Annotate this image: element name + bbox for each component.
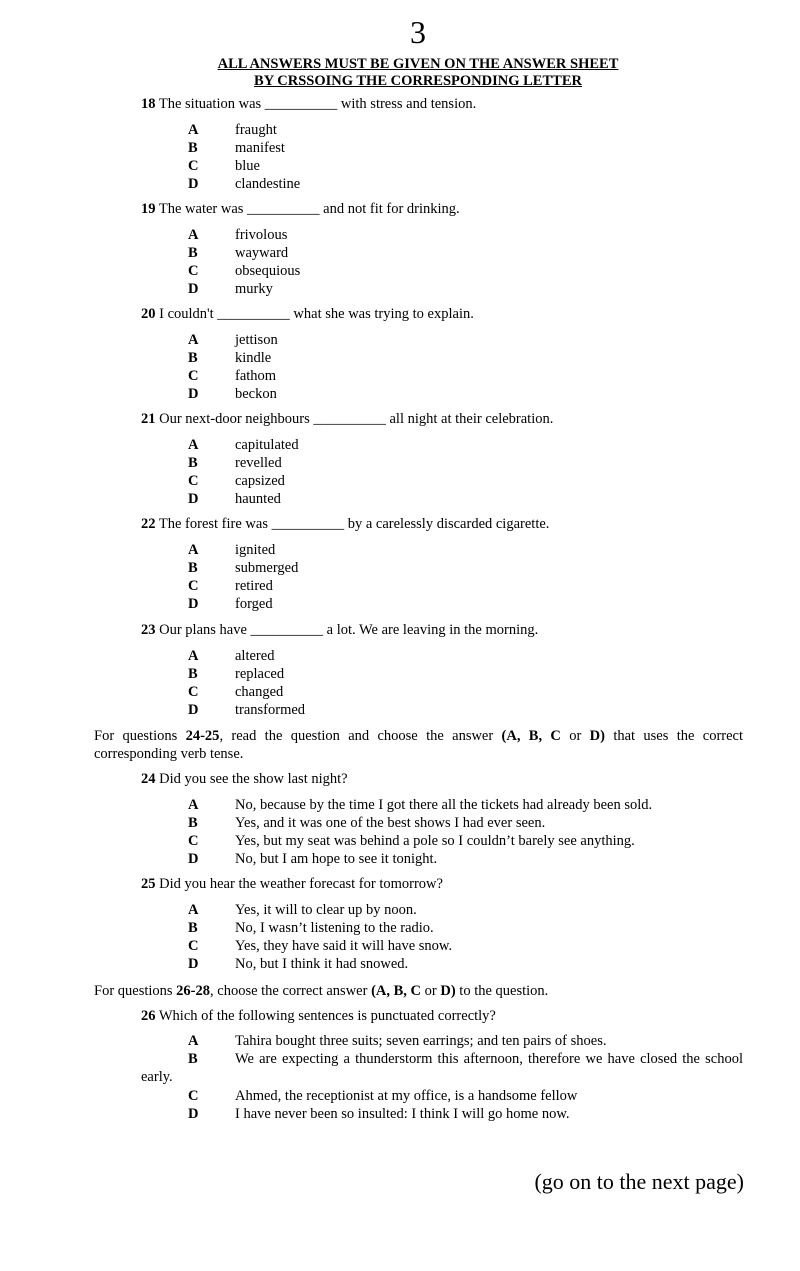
option-letter: A (188, 437, 199, 453)
answer-letters: (A, B, C (501, 728, 561, 744)
option-letter: B (188, 920, 198, 936)
question-text: Our plans have __________ a lot. We are leaving in the morning. (155, 622, 539, 638)
option-letter: A (188, 542, 199, 558)
option-text: No, but I think it had snowed. (235, 956, 409, 972)
question-19 (141, 201, 460, 218)
question-23 (141, 622, 538, 639)
option-letter: B (188, 560, 198, 576)
option-b[interactable] (141, 1050, 743, 1086)
option-text: beckon (235, 386, 277, 402)
page-number: 3 (410, 14, 426, 50)
option-text: We are expecting a thunderstorm this afternoon, therefore we have closed the school early. (141, 1051, 743, 1085)
option-letter: D (188, 956, 199, 972)
option-letter: D (188, 851, 199, 867)
option-letter: B (188, 455, 198, 471)
question-20 (141, 306, 474, 323)
question-text: The water was __________ and not fit for drinking. (155, 201, 460, 217)
question-text: The situation was __________ with stress and tension. (155, 96, 477, 112)
question-text: I couldn't __________ what she was trying to explain. (155, 306, 474, 322)
option-text: murky (235, 281, 273, 297)
option-letter: A (188, 227, 199, 243)
question-text: Our next-door neighbours __________ all night at their celebration. (155, 411, 554, 427)
instruction-text: For questions (94, 728, 186, 744)
option-text: manifest (235, 140, 285, 156)
question-number: 19 (141, 201, 156, 217)
option-letter: C (188, 473, 199, 489)
question-number: 18 (141, 96, 156, 112)
option-letter: A (188, 648, 199, 664)
option-letter: A (188, 332, 199, 348)
option-text: blue (235, 158, 260, 174)
option-text: No, I wasn’t listening to the radio. (235, 920, 434, 936)
option-letter: B (188, 815, 198, 831)
option-text: fraught (235, 122, 277, 138)
header-line-1: ALL ANSWERS MUST BE GIVEN ON THE ANSWER SHEET (217, 56, 619, 72)
option-letter: D (188, 596, 199, 612)
option-letter: D (188, 702, 199, 718)
option-text: jettison (235, 332, 278, 348)
option-letter: B (188, 666, 198, 682)
option-letter: D (188, 386, 199, 402)
question-22 (141, 516, 549, 533)
option-text: Yes, they have said it will have snow. (235, 938, 453, 954)
option-text: fathom (235, 368, 277, 384)
option-text: wayward (235, 245, 289, 261)
option-letter: C (188, 1088, 199, 1104)
option-text: No, because by the time I got there all the tickets had already been sold. (235, 797, 653, 813)
question-range: 24-25 (185, 728, 220, 744)
question-number: 20 (141, 306, 156, 322)
option-letter: A (188, 122, 199, 138)
option-text: Ahmed, the receptionist at my office, is a handsome fellow (235, 1088, 578, 1104)
answer-letter-d: D) (440, 983, 456, 999)
question-18 (141, 96, 476, 113)
option-text: Yes, and it was one of the best shows I had ever seen. (235, 815, 546, 831)
option-text: capitulated (235, 437, 299, 453)
next-page-note: (go on to the next page) (534, 1169, 744, 1194)
question-number: 21 (141, 411, 156, 427)
option-text: retired (235, 578, 273, 594)
option-letter: C (188, 263, 199, 279)
option-letter: D (188, 176, 199, 192)
question-number: 25 (141, 876, 156, 892)
question-text: Which of the following sentences is punctuated correctly? (155, 1008, 496, 1024)
option-letter: A (188, 902, 199, 918)
header-line-2: BY CRSSOING THE CORRESPONDING LETTER (254, 73, 582, 89)
question-26 (141, 1008, 496, 1025)
option-text: kindle (235, 350, 272, 366)
option-text: transformed (235, 702, 306, 718)
option-letter: B (188, 350, 198, 366)
option-text: altered (235, 648, 275, 664)
instruction-text: to the question. (455, 983, 549, 999)
option-text: forged (235, 596, 273, 612)
question-text: Did you see the show last night? (155, 771, 348, 787)
option-text: Tahira bought three suits; seven earrings; and ten pairs of shoes. (235, 1033, 607, 1049)
option-letter: C (188, 578, 199, 594)
option-letter: C (188, 833, 199, 849)
option-letter: C (188, 684, 199, 700)
instruction-text: , read the question and choose the answer (219, 728, 502, 744)
option-letter: C (188, 158, 199, 174)
option-text: capsized (235, 473, 285, 489)
question-number: 23 (141, 622, 156, 638)
option-text: ignited (235, 542, 276, 558)
option-letter: D (188, 491, 199, 507)
answer-letter-d: D) (589, 728, 605, 744)
option-letter: D (188, 281, 199, 297)
option-letter: B (188, 245, 198, 261)
instruction-text: , choose the correct answer (210, 983, 372, 999)
instruction-text: that uses the correct corresponding verb tense. (94, 728, 743, 762)
option-text: haunted (235, 491, 281, 507)
instruction-text: For questions (94, 983, 177, 999)
question-number: 22 (141, 516, 156, 532)
option-letter: C (188, 938, 199, 954)
option-text: I have never been so insulted: I think I will go home now. (235, 1106, 570, 1122)
question-number: 26 (141, 1008, 156, 1024)
instructions-26-28 (94, 982, 743, 1000)
option-text: clandestine (235, 176, 301, 192)
option-text: frivolous (235, 227, 288, 243)
question-25 (141, 876, 443, 893)
option-letter: A (188, 1033, 199, 1049)
option-text: revelled (235, 455, 282, 471)
question-21 (141, 411, 553, 428)
option-letter: D (188, 1106, 199, 1122)
option-text: submerged (235, 560, 299, 576)
option-letter: A (188, 797, 199, 813)
instruction-text: or (560, 728, 590, 744)
question-number: 24 (141, 771, 156, 787)
question-text: The forest fire was __________ by a carelessly discarded cigarette. (155, 516, 550, 532)
option-text: replaced (235, 666, 285, 682)
option-letter: C (188, 368, 199, 384)
option-text: changed (235, 684, 284, 700)
instruction-text: or (421, 983, 441, 999)
answer-letters: (A, B, C (371, 983, 422, 999)
option-text: Yes, but my seat was behind a pole so I couldn’t barely see anything. (235, 833, 635, 849)
option-letter: B (188, 140, 198, 156)
instructions-24-25 (94, 727, 743, 763)
option-text: obsequious (235, 263, 301, 279)
question-text: Did you hear the weather forecast for tomorrow? (155, 876, 443, 892)
question-24 (141, 771, 348, 788)
question-range: 26-28 (176, 983, 211, 999)
option-text: Yes, it will to clear up by noon. (235, 902, 417, 918)
option-letter: B (188, 1051, 198, 1067)
option-text: No, but I am hope to see it tonight. (235, 851, 438, 867)
